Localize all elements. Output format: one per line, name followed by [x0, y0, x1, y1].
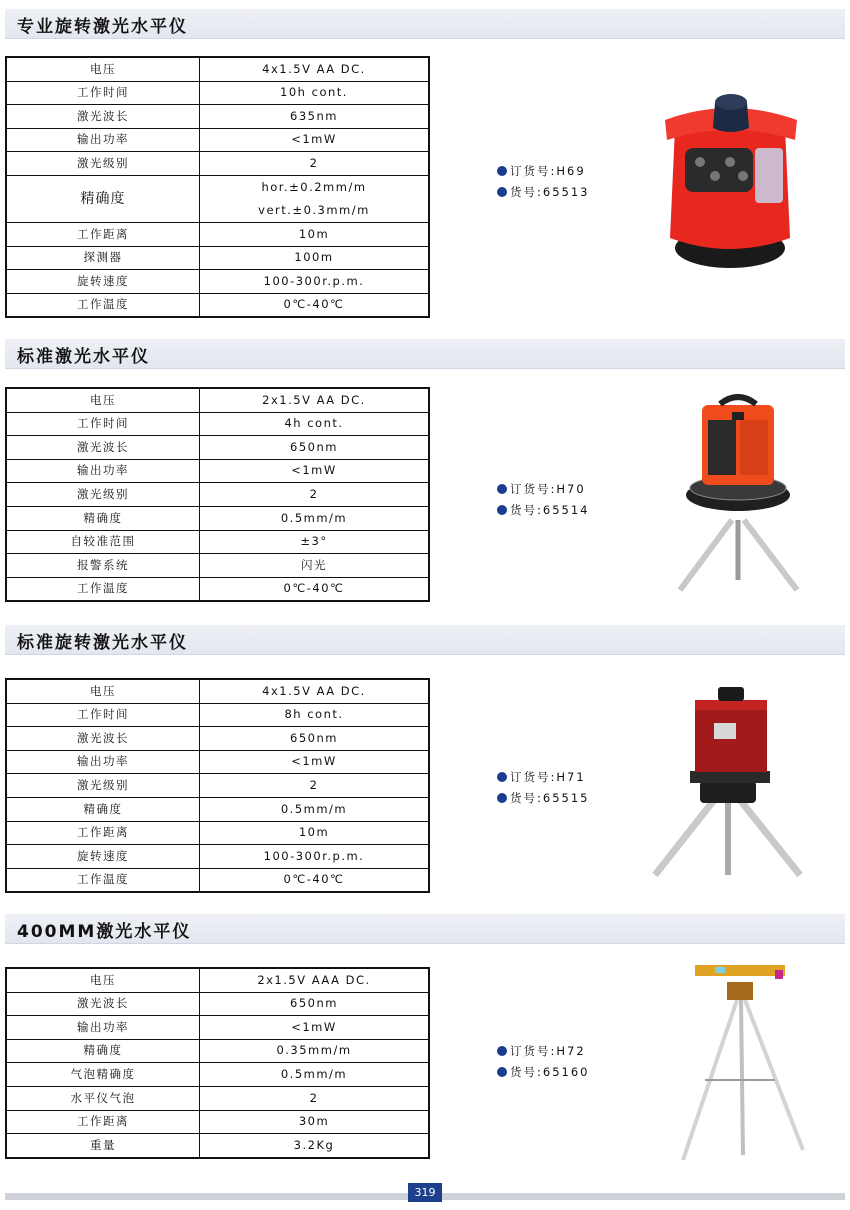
spec-label: 自较准范围 [6, 530, 200, 554]
section-title: 标准旋转激光水平仪 [17, 633, 188, 653]
spec-row [6, 774, 429, 798]
spec-row [6, 797, 429, 821]
standard-rotary-laser-product-image [650, 685, 805, 877]
spec-table-2 [5, 387, 430, 602]
spec-label: 电压 [6, 388, 200, 412]
bullet-dot-icon [497, 1067, 507, 1077]
spec-row [6, 679, 429, 703]
spec-label: 工作距离 [6, 821, 200, 845]
spec-row [6, 105, 429, 129]
spec-value: 10m [200, 222, 430, 246]
spec-value: <1mW [200, 459, 430, 483]
spec-label: 工作时间 [6, 81, 200, 105]
rotary-laser-product-image [655, 88, 805, 273]
spec-table-3 [5, 678, 430, 893]
spec-value: 闪光 [200, 554, 430, 578]
spec-label: 旋转速度 [6, 270, 200, 294]
spec-value: 100m [200, 246, 430, 270]
spec-label: 精确度 [6, 1039, 200, 1063]
spec-value-line: hor.±0.2mm/m [261, 179, 367, 194]
spec-label: 工作温度 [6, 868, 200, 892]
spec-value: 650nm [200, 992, 430, 1016]
spec-value: 2 [200, 483, 430, 507]
spec-label: 精确度 [6, 175, 200, 222]
spec-value: 4x1.5V AA DC. [200, 57, 430, 81]
page-number: 319 [408, 1183, 442, 1202]
spec-label: 工作距离 [6, 1110, 200, 1134]
item-number: 货号:65515 [497, 788, 589, 809]
spec-label: 输出功率 [6, 128, 200, 152]
spec-row [6, 388, 429, 412]
spec-value: 4h cont. [200, 412, 430, 436]
spec-row [6, 968, 429, 992]
spec-value: <1mW [200, 750, 430, 774]
spec-label: 报警系统 [6, 554, 200, 578]
spec-value: <1mW [200, 1016, 430, 1040]
spec-row [6, 1134, 429, 1158]
spec-row [6, 750, 429, 774]
spec-value: 10h cont. [200, 81, 430, 105]
order-number: 订货号:H72 [497, 1041, 589, 1062]
spec-value: 2 [200, 1086, 430, 1110]
section-title: 400MM激光水平仪 [17, 922, 192, 942]
spec-label: 电压 [6, 679, 200, 703]
spec-value: 2x1.5V AA DC. [200, 388, 430, 412]
spec-row [6, 483, 429, 507]
spec-row [6, 868, 429, 892]
spec-label: 激光波长 [6, 727, 200, 751]
spec-label: 输出功率 [6, 1016, 200, 1040]
bullet-dot-icon [497, 772, 507, 782]
order-number: 订货号:H71 [497, 767, 589, 788]
spec-row [6, 1110, 429, 1134]
spec-row [6, 412, 429, 436]
spec-row [6, 81, 429, 105]
spec-row [6, 506, 429, 530]
spec-value: 4x1.5V AA DC. [200, 679, 430, 703]
spec-label: 工作温度 [6, 293, 200, 317]
spec-label: 激光波长 [6, 105, 200, 129]
spec-value: 0.5mm/m [200, 506, 430, 530]
spec-row [6, 554, 429, 578]
order-info-3 [497, 767, 589, 809]
spec-row [6, 1063, 429, 1087]
spec-value: 0℃-40℃ [200, 577, 430, 601]
section-header-1 [5, 9, 845, 39]
spec-label: 激光级别 [6, 774, 200, 798]
spec-table-1 [5, 56, 430, 318]
spec-label: 精确度 [6, 506, 200, 530]
spec-label: 工作时间 [6, 412, 200, 436]
item-number: 货号:65513 [497, 182, 589, 203]
spec-value: 8h cont. [200, 703, 430, 727]
spec-row [6, 1039, 429, 1063]
section-title: 专业旋转激光水平仪 [17, 17, 188, 37]
spec-label: 工作温度 [6, 577, 200, 601]
spec-label: 工作距离 [6, 222, 200, 246]
spec-value-line: vert.±0.3mm/m [258, 202, 370, 217]
spec-row [6, 246, 429, 270]
item-number: 货号:65514 [497, 500, 589, 521]
spec-value: 2 [200, 774, 430, 798]
spec-row [6, 459, 429, 483]
spec-row [6, 530, 429, 554]
spec-label: 旋转速度 [6, 845, 200, 869]
spec-row [6, 1086, 429, 1110]
spec-row [6, 727, 429, 751]
bullet-dot-icon [497, 505, 507, 515]
spec-label: 激光级别 [6, 152, 200, 176]
spec-row [6, 845, 429, 869]
spec-value: 10m [200, 821, 430, 845]
400mm-laser-level-product-image [675, 960, 810, 1165]
spec-label: 激光波长 [6, 436, 200, 460]
spec-label: 输出功率 [6, 750, 200, 774]
spec-value: 0℃-40℃ [200, 293, 430, 317]
spec-value: 3.2Kg [200, 1134, 430, 1158]
order-info-2 [497, 479, 589, 521]
spec-label: 电压 [6, 57, 200, 81]
bullet-dot-icon [497, 1046, 507, 1056]
spec-row [6, 152, 429, 176]
spec-label: 工作时间 [6, 703, 200, 727]
spec-value: 0.5mm/m [200, 1063, 430, 1087]
spec-row [6, 293, 429, 317]
spec-value: 0.35mm/m [200, 1039, 430, 1063]
spec-row [6, 703, 429, 727]
spec-value: 2 [200, 152, 430, 176]
spec-label: 精确度 [6, 797, 200, 821]
spec-table-4 [5, 967, 430, 1159]
spec-row [6, 222, 429, 246]
section-header-3 [5, 625, 845, 655]
spec-label: 电压 [6, 968, 200, 992]
spec-label: 激光级别 [6, 483, 200, 507]
spec-label: 气泡精确度 [6, 1063, 200, 1087]
order-info-4 [497, 1041, 589, 1083]
spec-value: 100-300r.p.m. [200, 845, 430, 869]
spec-row [6, 992, 429, 1016]
spec-value: 650nm [200, 436, 430, 460]
spec-label: 探测器 [6, 246, 200, 270]
section-header-2 [5, 339, 845, 369]
spec-value: 30m [200, 1110, 430, 1134]
bullet-dot-icon [497, 166, 507, 176]
spec-value: 2x1.5V AAA DC. [200, 968, 430, 992]
spec-value: ±3° [200, 530, 430, 554]
spec-value: 650nm [200, 727, 430, 751]
spec-row [6, 175, 429, 222]
spec-row [6, 1016, 429, 1040]
line-laser-product-image [672, 390, 807, 595]
order-number: 订货号:H69 [497, 161, 589, 182]
spec-label: 输出功率 [6, 459, 200, 483]
spec-value: 100-300r.p.m. [200, 270, 430, 294]
spec-label: 重量 [6, 1134, 200, 1158]
bullet-dot-icon [497, 484, 507, 494]
spec-value: 0℃-40℃ [200, 868, 430, 892]
spec-value: <1mW [200, 128, 430, 152]
spec-label: 激光波长 [6, 992, 200, 1016]
bullet-dot-icon [497, 793, 507, 803]
bullet-dot-icon [497, 187, 507, 197]
order-number: 订货号:H70 [497, 479, 589, 500]
spec-value: 635nm [200, 105, 430, 129]
spec-row [6, 128, 429, 152]
order-info-1 [497, 161, 589, 203]
spec-value [200, 175, 430, 222]
item-number: 货号:65160 [497, 1062, 589, 1083]
spec-row [6, 436, 429, 460]
spec-row [6, 577, 429, 601]
spec-row [6, 270, 429, 294]
spec-value: 0.5mm/m [200, 797, 430, 821]
section-title: 标准激光水平仪 [17, 347, 150, 367]
section-header-4 [5, 914, 845, 944]
spec-label: 水平仪气泡 [6, 1086, 200, 1110]
spec-row [6, 57, 429, 81]
spec-row [6, 821, 429, 845]
